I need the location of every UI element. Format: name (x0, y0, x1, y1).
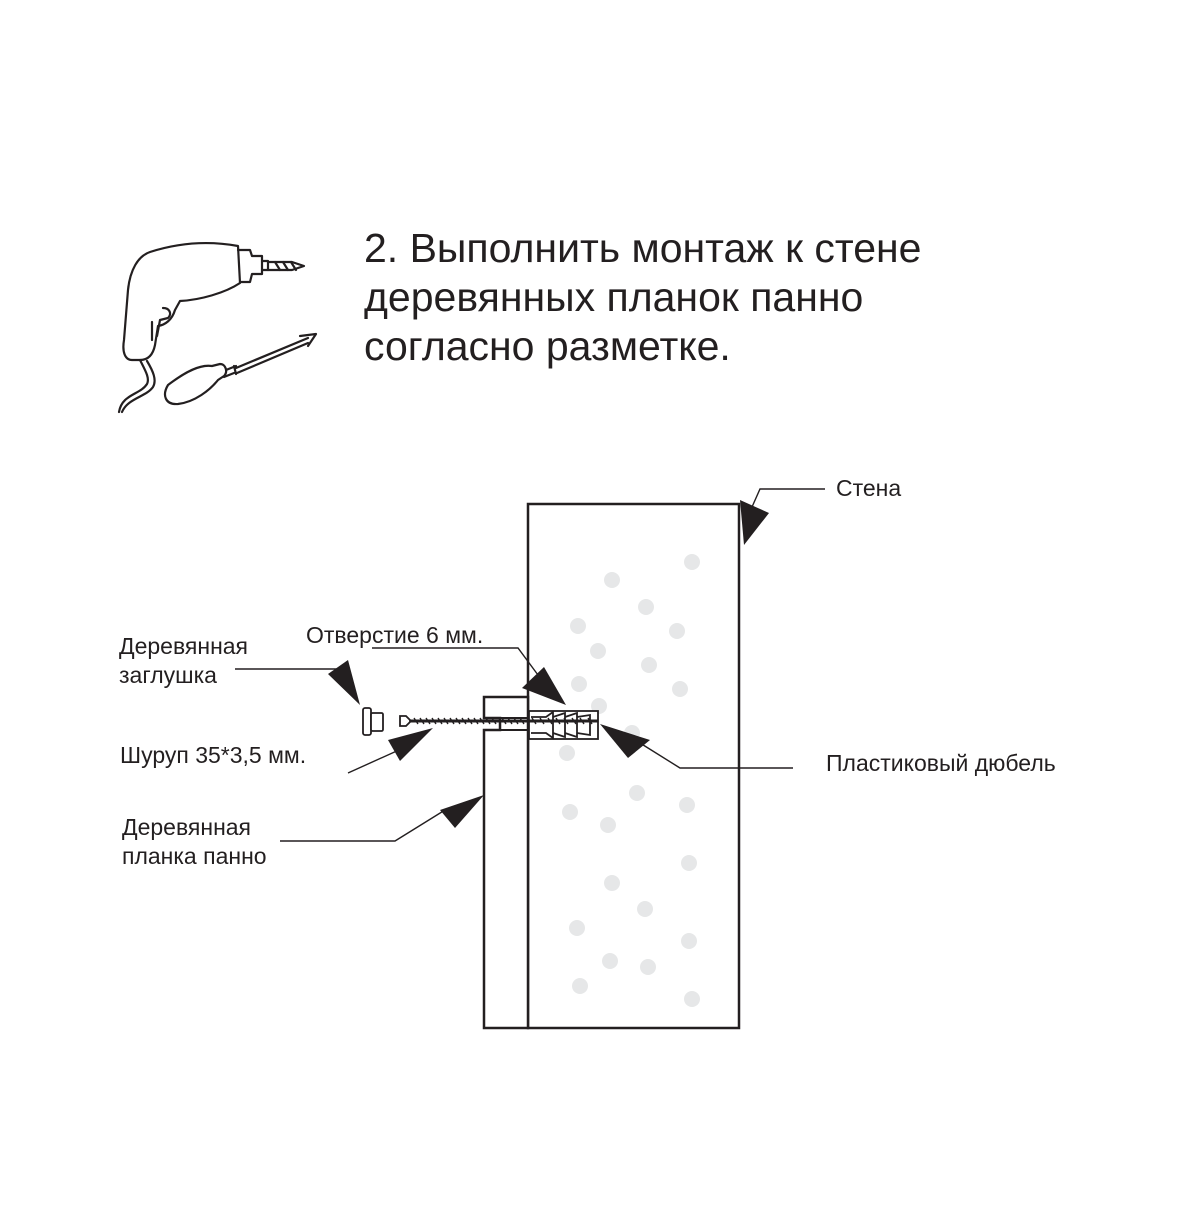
heading-line-2: деревянных планок панно (364, 274, 864, 320)
step-heading (364, 224, 1164, 371)
heading-line-1: 2. Выполнить монтаж к стене (364, 225, 922, 271)
label-wooden-plank-line-1: Деревянная (122, 814, 252, 840)
label-hole: Отверстие 6 мм. (306, 622, 484, 648)
label-wooden-plug (119, 632, 248, 690)
screwdriver-icon (165, 334, 316, 404)
label-wooden-plank (122, 813, 267, 871)
label-dowel: Пластиковый дюбель (826, 750, 1056, 776)
wooden-plug (363, 708, 383, 735)
label-wall: Стена (836, 475, 902, 501)
wall (528, 504, 739, 1028)
plastic-dowel (529, 711, 598, 739)
label-wooden-plug-line-2: заглушка (119, 662, 217, 688)
label-screw: Шуруп 35*3,5 мм. (120, 742, 307, 768)
label-wooden-plug-line-1: Деревянная (119, 633, 249, 659)
heading-line-3: согласно разметке. (364, 323, 731, 369)
wooden-plank (484, 697, 528, 1028)
label-wooden-plank-line-2: планка панно (122, 843, 267, 869)
